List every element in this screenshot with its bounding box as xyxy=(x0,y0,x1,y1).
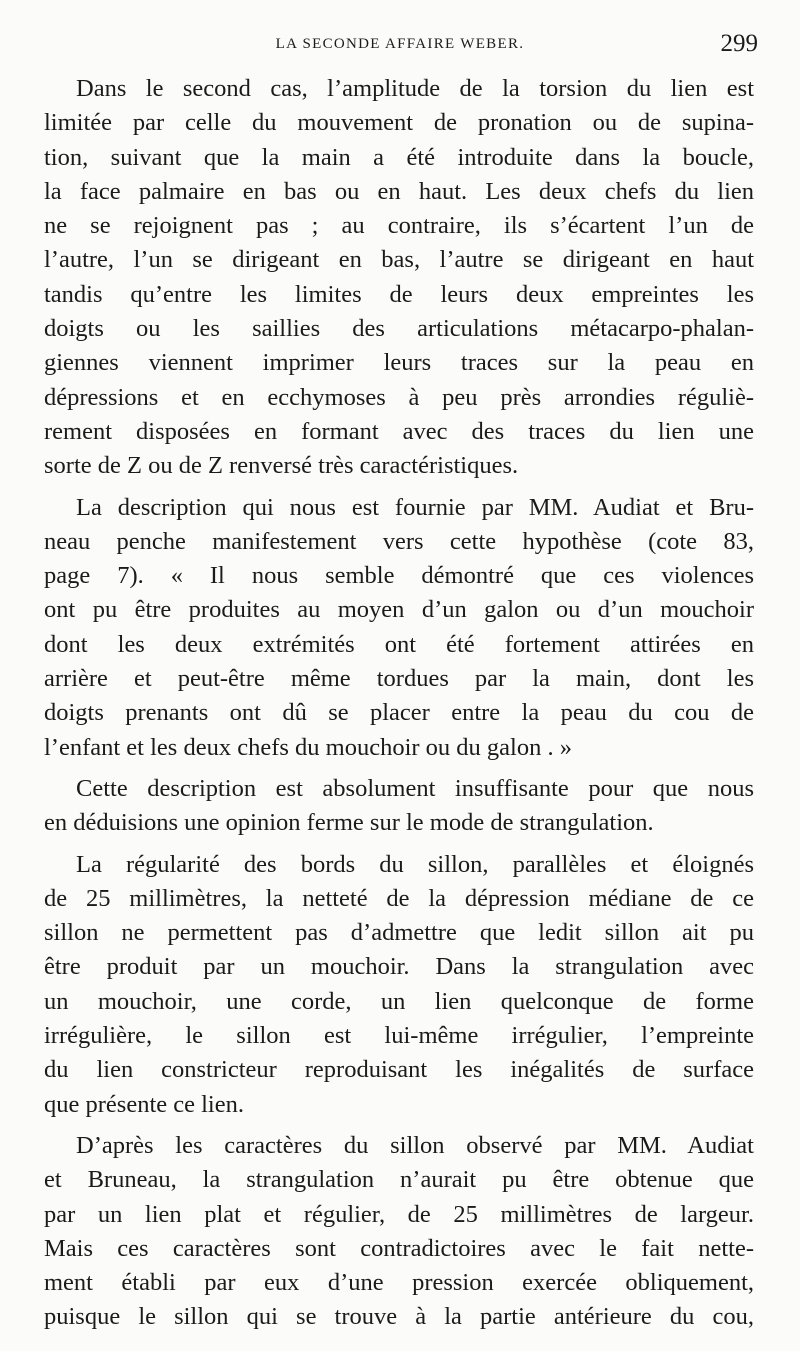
text-line: puisque le sillon qui se trouve à la partie antérieure du cou, xyxy=(44,1303,754,1331)
paragraph-4 xyxy=(44,848,754,1122)
text-line: que présente ce lien. xyxy=(44,1090,244,1118)
text-line: l’autre, l’un se dirigeant en bas, l’autre se dirigeant en haut xyxy=(44,246,754,274)
text-line: doigts ou les saillies des articulations métacarpo-phalan- xyxy=(44,315,754,343)
text-line: ne se rejoignent pas ; au contraire, ils s’écartent l’un de xyxy=(44,212,754,240)
running-head xyxy=(40,30,760,64)
text-line: doigts prenants ont dû se placer entre la peau du cou de xyxy=(44,699,754,727)
text-line: un mouchoir, une corde, un lien quelconque de forme xyxy=(44,987,754,1015)
text-line: arrière et peut-être même tordues par la main, dont les xyxy=(44,665,754,693)
text-line: tandis qu’entre les limites de leurs deux empreintes les xyxy=(44,280,754,308)
text-line: de 25 millimètres, la netteté de la dépression médiane de ce xyxy=(44,884,754,912)
text-line: du lien constricteur reproduisant les inégalités de surface xyxy=(44,1056,754,1084)
text-line: Dans le second cas, l’amplitude de la torsion du lien est xyxy=(76,75,754,102)
running-title: LA SECONDE AFFAIRE WEBER. xyxy=(275,36,525,52)
text-line: sillon ne permettent pas d’admettre que ledit sillon ait pu xyxy=(44,919,754,947)
text-line: neau penche manifestement vers cette hypothèse (cote 83, xyxy=(44,527,754,555)
paragraph-2 xyxy=(44,491,754,765)
text-line: tion, suivant que la main a été introduite dans la boucle, xyxy=(44,143,754,171)
text-line: D’après les caractères du sillon observé par MM. Audiat xyxy=(76,1131,754,1159)
text-line: giennes viennent imprimer leurs traces sur la peau en xyxy=(44,349,754,377)
text-line: ont pu être produites au moyen d’un galon ou d’un mouchoir xyxy=(44,596,754,624)
paragraph-1 xyxy=(44,72,754,484)
text-line: La régularité des bords du sillon, parallèles et éloignés xyxy=(76,850,754,878)
text-line: sorte de Z ou de Z renversé très caractéristiques. xyxy=(44,452,519,480)
text-line: en déduisions une opinion ferme sur le mode de strangulation. xyxy=(44,809,654,837)
paragraph-5 xyxy=(44,1129,754,1335)
text-line: Mais ces caractères sont contradictoires avec le fait nette- xyxy=(44,1234,754,1262)
text-line: la face palmaire en bas ou en haut. Les deux chefs du lien xyxy=(44,177,754,205)
paragraph-3 xyxy=(44,772,754,841)
text-line: limitée par celle du mouvement de pronation ou de supina- xyxy=(44,109,754,137)
page-number: 299 xyxy=(720,30,758,57)
text-line: être produit par un mouchoir. Dans la strangulation avec xyxy=(44,953,754,981)
text-line: page 7). « Il nous semble démontré que ces violences xyxy=(44,562,754,590)
text-line: irrégulière, le sillon est lui-même irrégulier, l’empreinte xyxy=(44,1022,754,1050)
text-line: et Bruneau, la strangulation n’aurait pu être obtenue que xyxy=(44,1166,754,1194)
text-line: par un lien plat et régulier, de 25 millimètres de largeur. xyxy=(44,1200,754,1228)
text-line: La description qui nous est fournie par MM. Audiat et Bru- xyxy=(76,493,754,521)
text-line: ment établi par eux d’une pression exercée obliquement, xyxy=(44,1269,754,1297)
text-line: dépressions et en ecchymoses à peu près arrondies réguliè- xyxy=(44,383,754,411)
body-text xyxy=(44,72,754,1342)
text-line: l’enfant et les deux chefs du mouchoir ou du galon . » xyxy=(44,733,572,761)
text-line: dont les deux extrémités ont été fortement attirées en xyxy=(44,630,754,658)
text-line: Cette description est absolument insuffisante pour que nous xyxy=(76,774,754,802)
text-line: rement disposées en formant avec des traces du lien une xyxy=(44,417,754,445)
